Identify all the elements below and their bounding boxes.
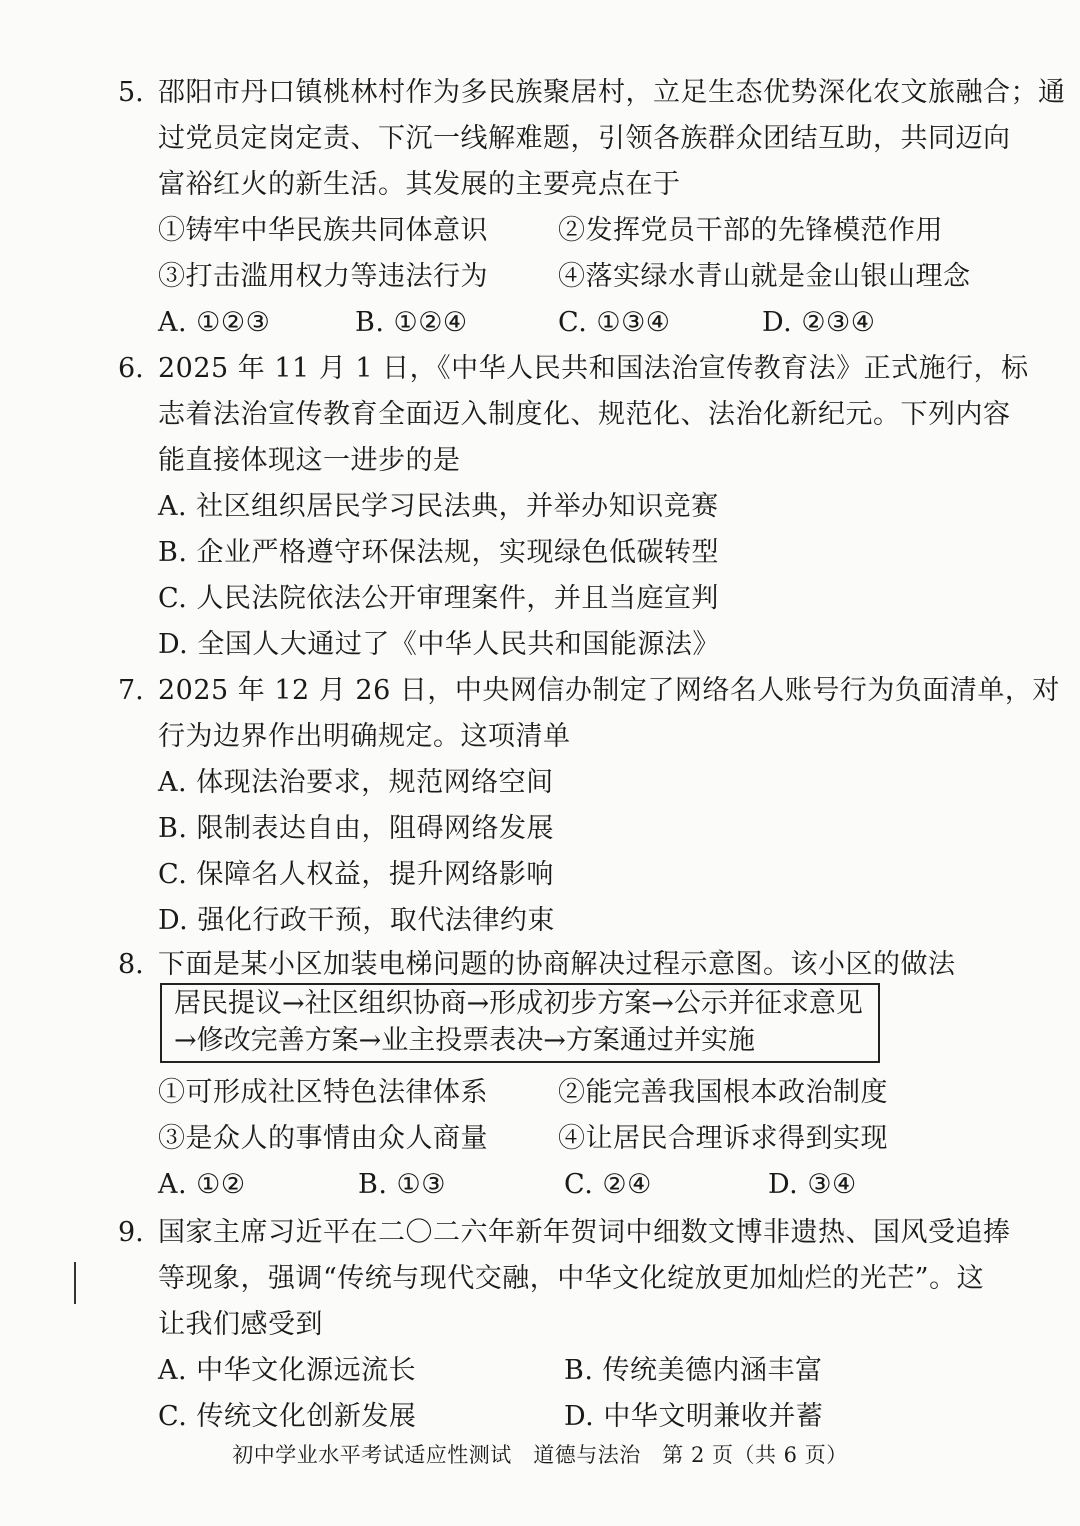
answer-option: D. ③④ — [768, 1169, 857, 1200]
statement-item: ③打击滥用权力等违法行为 — [158, 261, 488, 292]
answer-option: A. 体现法治要求，规范网络空间 — [158, 767, 554, 798]
answer-option: C. 人民法院依法公开审理案件，并且当庭宣判 — [158, 583, 719, 614]
question-stem-line: 行为边界作出明确规定。这项清单 — [158, 721, 571, 752]
question-number: 8. — [118, 949, 144, 980]
statement-item: ④让居民合理诉求得到实现 — [558, 1123, 888, 1154]
question-stem-line: 等现象，强调“传统与现代交融，中华文化绽放更加灿烂的光芒”。这 — [158, 1263, 985, 1294]
answer-option: D. 全国人大通过了《中华人民共和国能源法》 — [158, 629, 720, 660]
question-stem-line: 过党员定岗定责、下沉一线解难题，引领各族群众团结互助，共同迈向 — [158, 123, 1011, 154]
answer-option: C. ②④ — [564, 1169, 652, 1200]
process-flow-line: 居民提议→社区组织协商→形成初步方案→公示并征求意见 — [174, 988, 863, 1019]
question-stem-line: 让我们感受到 — [158, 1309, 323, 1340]
answer-option: B. 限制表达自由，阻碍网络发展 — [158, 813, 555, 844]
process-flow-box — [160, 983, 880, 1063]
statement-item: ①可形成社区特色法律体系 — [158, 1077, 488, 1108]
question-number: 6. — [118, 353, 144, 384]
answer-option: D. 中华文明兼收并蓄 — [564, 1401, 824, 1432]
answer-option: B. 传统美德内涵丰富 — [564, 1355, 823, 1386]
answer-option: A. 中华文化源远流长 — [158, 1355, 417, 1386]
answer-option: C. ①③④ — [558, 307, 671, 338]
question-stem-line: 2025 年 11 月 1 日，《中华人民共和国法治宣传教育法》正式施行，标 — [158, 353, 1029, 384]
margin-mark — [74, 1262, 76, 1304]
question-stem-line: 下面是某小区加装电梯问题的协商解决过程示意图。该小区的做法 — [158, 949, 956, 980]
answer-option: B. ①③ — [358, 1169, 446, 1200]
question-stem-line: 国家主席习近平在二〇二六年新年贺词中细数文博非遗热、国风受追捧 — [158, 1217, 1011, 1248]
question-number: 9. — [118, 1217, 144, 1248]
statement-item: ④落实绿水青山就是金山银山理念 — [558, 261, 971, 292]
question-number: 5. — [118, 77, 144, 108]
statement-item: ①铸牢中华民族共同体意识 — [158, 215, 488, 246]
answer-option: C. 保障名人权益，提升网络影响 — [158, 859, 554, 890]
question-stem-line: 志着法治宣传教育全面迈入制度化、规范化、法治化新纪元。下列内容 — [158, 399, 1011, 430]
statement-item: ②发挥党员干部的先锋模范作用 — [558, 215, 943, 246]
answer-option: D. 强化行政干预，取代法律约束 — [158, 905, 555, 936]
statement-item: ②能完善我国根本政治制度 — [558, 1077, 888, 1108]
question-stem-line: 邵阳市丹口镇桃林村作为多民族聚居村，立足生态优势深化农文旅融合；通 — [158, 77, 1066, 108]
process-flow-line: →修改完善方案→业主投票表决→方案通过并实施 — [174, 1025, 755, 1056]
question-stem-line: 富裕红火的新生活。其发展的主要亮点在于 — [158, 169, 681, 200]
question-stem-line: 能直接体现这一进步的是 — [158, 445, 461, 476]
answer-option: A. 社区组织居民学习民法典，并举办知识竞赛 — [158, 491, 719, 522]
answer-option: A. ①②③ — [158, 307, 271, 338]
answer-option: B. ①②④ — [355, 307, 468, 338]
answer-option: A. ①② — [158, 1169, 246, 1200]
question-stem-line: 2025 年 12 月 26 日，中央网信办制定了网络名人账号行为负面清单，对 — [158, 675, 1060, 706]
answer-option: D. ②③④ — [762, 307, 876, 338]
question-number: 7. — [118, 675, 144, 706]
statement-item: ③是众人的事情由众人商量 — [158, 1123, 488, 1154]
answer-option: B. 企业严格遵守环保法规，实现绿色低碳转型 — [158, 537, 720, 568]
page-footer: 初中学业水平考试适应性测试 道德与法治 第 2 页（共 6 页） — [232, 1443, 848, 1467]
answer-option: C. 传统文化创新发展 — [158, 1401, 417, 1432]
